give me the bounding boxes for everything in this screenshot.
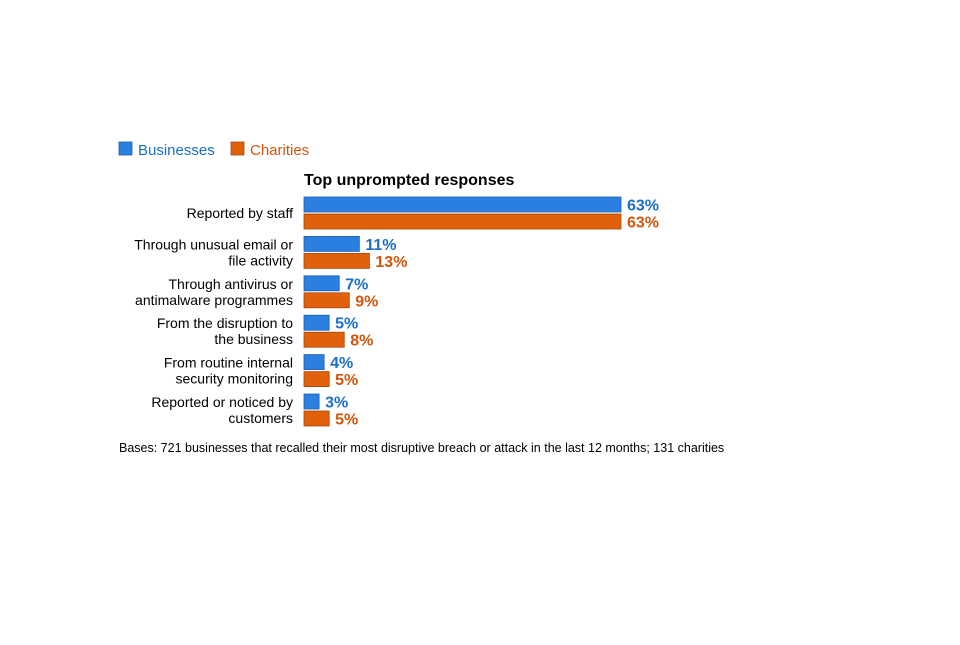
value-label-businesses-from-routine-internal-security-monitoring: 4% xyxy=(330,355,354,373)
value-label-businesses-reported-by-staff: 63% xyxy=(627,197,660,215)
bar-businesses-reported-by-staff xyxy=(304,197,621,212)
footnote: Bases: 721 businesses that recalled their most disruptive breach or attack in the last 12 months; 131 charities xyxy=(119,441,725,455)
legend-label-businesses: Businesses xyxy=(138,142,215,159)
bar-businesses-through-antivirus-or-antimalware-programmes xyxy=(304,276,339,291)
legend-swatch-businesses xyxy=(119,142,132,155)
value-label-businesses-from-the-disruption-to-the-business: 5% xyxy=(335,315,359,333)
value-label-charities-from-the-disruption-to-the-business: 8% xyxy=(350,332,374,350)
bar-charities-through-antivirus-or-antimalware-programmes xyxy=(304,293,349,308)
legend-label-charities: Charities xyxy=(250,142,310,159)
bar-charities-from-the-disruption-to-the-business xyxy=(304,332,344,347)
legend-swatch-charities xyxy=(231,142,244,155)
bar-businesses-reported-or-noticed-by-customers xyxy=(304,394,319,409)
bar-charities-through-unusual-email-or-file-activity xyxy=(304,253,369,268)
value-label-charities-from-routine-internal-security-monitoring: 5% xyxy=(335,372,359,390)
category-label-from-the-disruption-to-the-business: From the disruption to the business xyxy=(156,315,293,348)
bar-charities-reported-or-noticed-by-customers xyxy=(304,411,329,426)
chart-title: Top unprompted responses xyxy=(304,172,515,189)
value-label-businesses-through-antivirus-or-antimalware-programmes: 7% xyxy=(345,276,369,294)
category-label-reported-by-staff: Reported by staff xyxy=(186,205,293,221)
bar-charities-from-routine-internal-security-monitoring xyxy=(304,372,329,387)
value-label-charities-through-antivirus-or-antimalware-programmes: 9% xyxy=(355,293,379,311)
value-label-charities-reported-by-staff: 63% xyxy=(627,214,660,232)
bar-businesses-from-routine-internal-security-monitoring xyxy=(304,355,324,370)
value-label-businesses-reported-or-noticed-by-customers: 3% xyxy=(325,394,349,412)
category-label-through-unusual-email-or-file-activity: Through unusual email or file activity xyxy=(134,236,293,269)
value-label-businesses-through-unusual-email-or-file-activity: 11% xyxy=(365,236,397,254)
value-label-charities-reported-or-noticed-by-customers: 5% xyxy=(335,411,359,429)
bar-businesses-through-unusual-email-or-file-activity xyxy=(304,236,359,251)
value-label-charities-through-unusual-email-or-file-activity: 13% xyxy=(375,253,408,271)
category-label-through-antivirus-or-antimalware-programmes: Through antivirus or antimalware programmes xyxy=(135,275,293,308)
legend xyxy=(119,142,309,159)
bar-businesses-from-the-disruption-to-the-business xyxy=(304,315,329,330)
bar-charities-reported-by-staff xyxy=(304,214,621,229)
category-label-from-routine-internal-security-monitoring: From routine internal security monitoring xyxy=(163,354,293,387)
category-label-reported-or-noticed-by-customers: Reported or noticed by customers xyxy=(151,394,293,426)
plot-area xyxy=(134,197,659,429)
